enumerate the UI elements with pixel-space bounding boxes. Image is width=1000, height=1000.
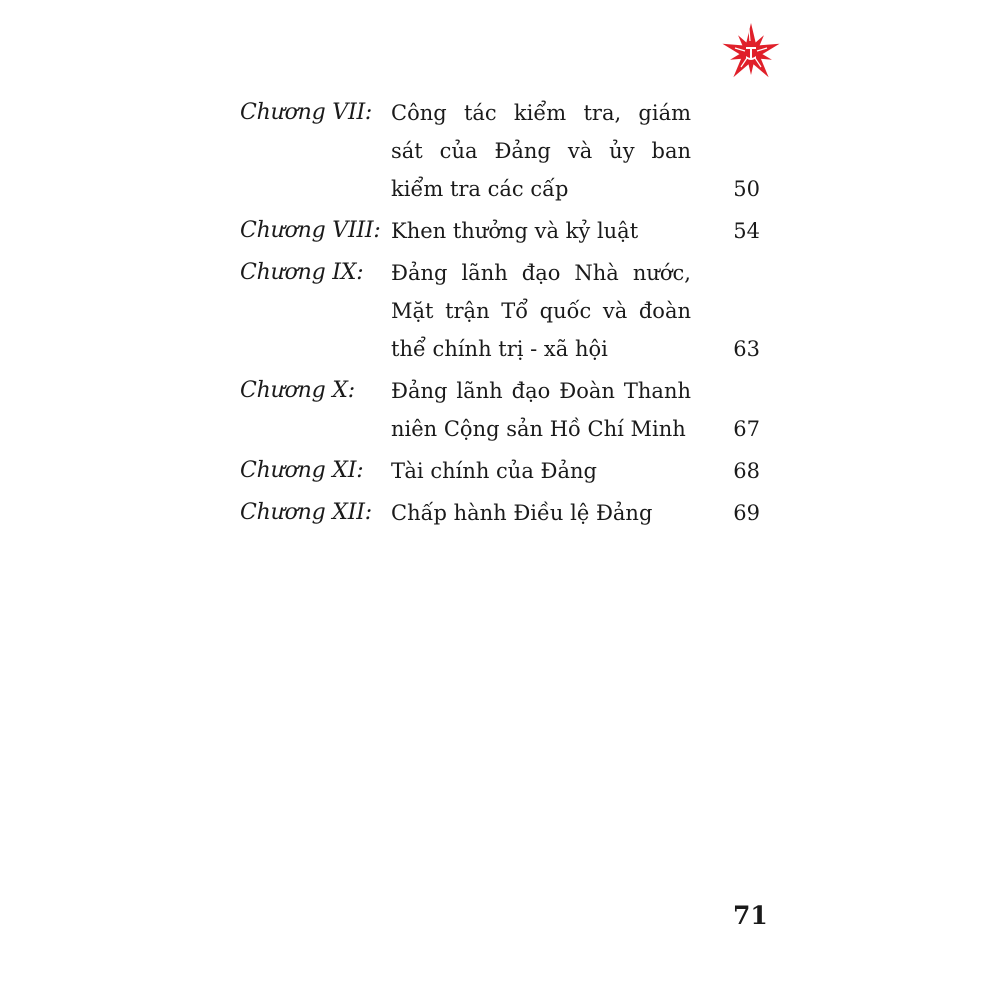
chapter-title <box>391 452 691 490</box>
chapter-label: Chương XI: <box>240 458 364 483</box>
chapter-title-line: sát của Đảng và ủy ban <box>391 139 691 163</box>
chapter-title <box>391 254 691 368</box>
chapter-page-number: 67 <box>733 417 760 441</box>
chapter-title <box>391 212 691 250</box>
chapter-label: Chương VII: <box>240 100 373 125</box>
chapter-title <box>391 494 691 532</box>
red-star-emblem-icon <box>718 22 784 84</box>
page-number: 71 <box>733 901 768 930</box>
chapter-title <box>391 372 691 448</box>
chapter-page-number: 68 <box>733 459 760 483</box>
toc-entry-chapter-10[interactable] <box>240 372 770 448</box>
chapter-page-number: 63 <box>733 337 760 361</box>
chapter-title-line: kiểm tra các cấp <box>391 177 569 201</box>
chapter-title <box>391 94 691 208</box>
chapter-title-line: Đảng lãnh đạo Đoàn Thanh <box>391 379 691 403</box>
chapter-label: Chương VIII: <box>240 218 381 243</box>
toc-entry-chapter-11[interactable] <box>240 452 770 490</box>
chapter-title-line: Công tác kiểm tra, giám <box>391 101 691 125</box>
chapter-label: Chương X: <box>240 378 355 403</box>
chapter-label: Chương XII: <box>240 500 372 525</box>
chapter-page-number: 69 <box>733 501 760 525</box>
chapter-page-number: 54 <box>733 219 760 243</box>
chapter-title-line: Mặt trận Tổ quốc và đoàn <box>391 299 691 323</box>
chapter-title-line: niên Cộng sản Hồ Chí Minh <box>391 417 686 441</box>
chapter-title-line: thể chính trị - xã hội <box>391 337 608 361</box>
chapter-title-line: Khen thưởng và kỷ luật <box>391 219 639 243</box>
toc-entry-chapter-12[interactable] <box>240 494 770 532</box>
chapter-page-number: 50 <box>733 177 760 201</box>
chapter-label: Chương IX: <box>240 260 364 285</box>
chapter-title-line: Tài chính của Đảng <box>391 459 597 483</box>
chapter-title-line: Đảng lãnh đạo Nhà nước, <box>391 261 691 285</box>
table-of-contents <box>240 94 770 536</box>
chapter-title-line: Chấp hành Điều lệ Đảng <box>391 501 653 525</box>
toc-entry-chapter-7[interactable] <box>240 94 770 208</box>
toc-entry-chapter-9[interactable] <box>240 254 770 368</box>
toc-entry-chapter-8[interactable] <box>240 212 770 250</box>
